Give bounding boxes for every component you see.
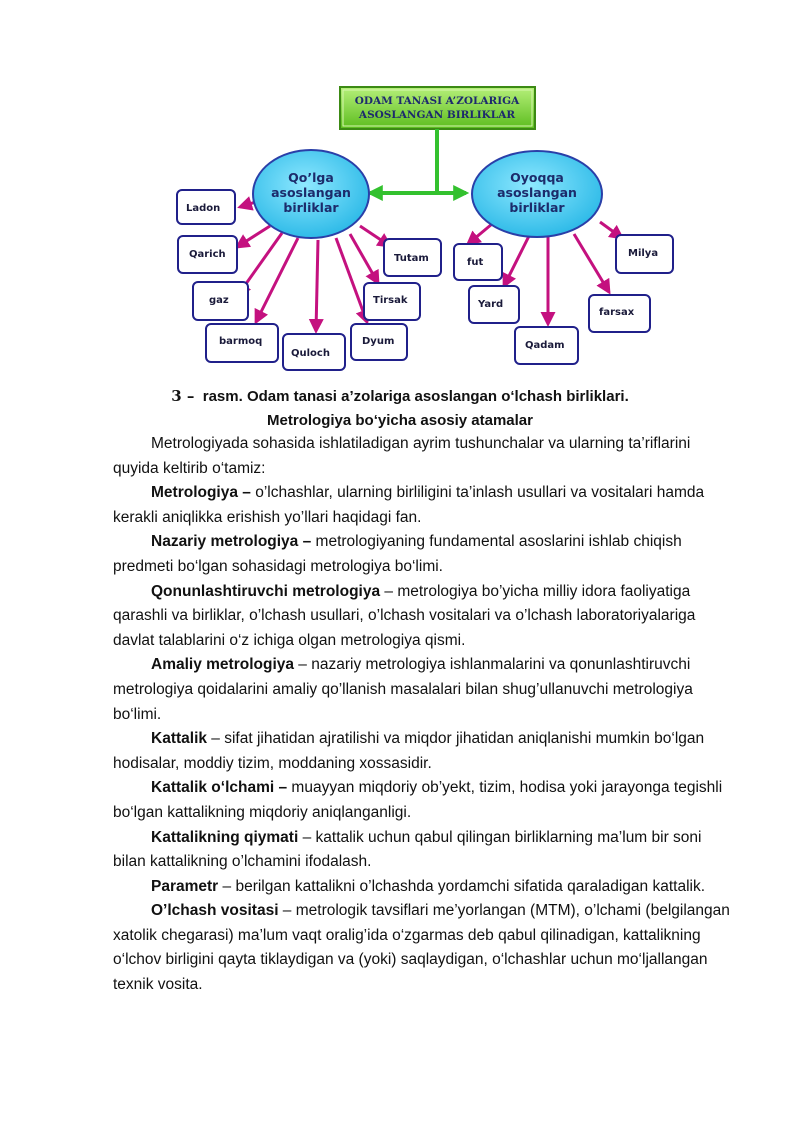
svg-text:fut: fut xyxy=(467,257,484,268)
svg-text:farsax: farsax xyxy=(599,307,635,318)
unit-box-qarich xyxy=(178,236,237,273)
left-oval-line-2: asoslangan xyxy=(271,185,351,200)
svg-text:Tirsak: Tirsak xyxy=(373,295,408,306)
definition-term: O’lchash vositasi xyxy=(151,902,279,920)
section-heading: Metrologiya bo‘yicha asosiy atamalar xyxy=(267,412,533,429)
definition-text: – kattalik uchun qabul qilingan birliklarning ma’lum bir soni bilan kattalikning o’lchamini ifodalash. xyxy=(113,828,702,871)
units-diagram xyxy=(0,0,800,380)
definitions-body xyxy=(113,432,731,998)
definition-term: Amaliy metrologiya xyxy=(151,656,294,674)
definition-term: Qonunlashtiruvchi metrologiya xyxy=(151,582,381,600)
definition-text: – sifat jihatidan ajratilishi va miqdor jihatidan aniqlanishi mumkin bo‘lgan hodisalar, moddiy tizim, moddaning xossasidir. xyxy=(113,730,705,772)
unit-box-tutam xyxy=(384,239,441,276)
unit-box-barmoq xyxy=(206,324,278,362)
title-connector xyxy=(370,129,466,193)
right-oval-foot-units xyxy=(472,151,602,237)
definition-text: – metrologiya bo’yicha milliy idora faoliyatiga qarashli va birliklar, o’lchash usullari, o’lchash vositalari va o’lchash laboratoriyalariga davlat talablarini o‘z ichiga olgan metrologiya qismi. xyxy=(113,582,696,649)
diagram-title-line-1: ODAM TANASI A’ZOLARIGA xyxy=(354,95,520,107)
unit-box-yard xyxy=(469,286,519,323)
definition-paragraph xyxy=(113,727,731,776)
svg-text:Dyum: Dyum xyxy=(362,336,395,347)
definition-text: muayyan miqdoriy ob’yekt, tizim, hodisa yoki jarayonga tegishli bo‘lgan kattalikning miqdoriy aniqlanganligi. xyxy=(113,779,723,821)
definition-term: Metrologiya – xyxy=(151,484,251,502)
definition-paragraph xyxy=(113,580,731,654)
right-oval-line-1: Oyoqqa xyxy=(510,170,564,185)
left-oval-hand-units xyxy=(253,150,369,238)
definition-paragraph xyxy=(113,530,731,579)
svg-text:barmoq: barmoq xyxy=(219,336,263,347)
svg-text:Quloch: Quloch xyxy=(291,348,330,359)
definition-term: Kattalik o‘lchami – xyxy=(151,779,288,797)
unit-box-milya xyxy=(616,235,673,273)
definition-text: – berilgan kattalikni o’lchashda yordamchi sifatida qaraladigan kattalik. xyxy=(218,877,706,895)
diagram-title-box xyxy=(340,87,535,129)
diagram-title-line-2: ASOSLANGAN BIRLIKLAR xyxy=(358,109,516,121)
definition-term: Nazariy metrologiya – xyxy=(151,533,312,551)
definition-text: metrologiyaning fundamental asoslarini ishlab chiqish predmeti bo‘lgan sohasidagi metrologiya bo‘limi. xyxy=(113,533,682,575)
right-oval-line-3: birliklar xyxy=(509,200,565,215)
definition-term: Kattalikning qiymati xyxy=(151,828,299,846)
unit-box-fut xyxy=(454,244,502,280)
unit-box-tirsak xyxy=(364,283,420,320)
definition-text: – nazariy metrologiya ishlanmalarini va qonunlashtiruvchi metrologiya qoidalarini amaliy qo’llanish masalalari bilan shug’ullanuvchi metrologiya bo‘limi. xyxy=(113,656,693,723)
definition-paragraph xyxy=(113,875,731,900)
svg-text:Qadam: Qadam xyxy=(525,340,565,351)
definition-text: o’lchashlar, ularning birliligini ta’inlash usullari va vositalari hamda kerakli aniqlikka erishish yo’llari haqidagi fan. xyxy=(113,484,705,526)
intro-paragraph xyxy=(113,432,731,481)
definition-term: Kattalik xyxy=(151,730,207,748)
left-oval-line-1: Qo’lga xyxy=(288,170,334,185)
definition-paragraph xyxy=(113,826,731,875)
svg-text:gaz: gaz xyxy=(209,295,229,306)
svg-text:Ladon: Ladon xyxy=(186,203,221,214)
unit-box-dyum xyxy=(351,324,407,360)
svg-text:Tutam: Tutam xyxy=(394,253,429,264)
unit-box-qadam xyxy=(515,327,578,364)
svg-text:Qarich: Qarich xyxy=(189,249,226,260)
definition-term: Parametr xyxy=(151,877,219,895)
right-oval-line-2: asoslangan xyxy=(497,185,577,200)
unit-box-ladon xyxy=(177,190,235,224)
definition-paragraph xyxy=(113,776,731,825)
left-oval-line-3: birliklar xyxy=(283,200,339,215)
definition-text: – metrologik tavsiflari me’yorlangan (MTM), o’lchami (belgilangan xatolik chegarasi) ma’lum vaqt oralig’ida o‘zgarmas deb qabul qilinadigan, kattalikning o‘lchov birligini qayta tiklaydigan va (yoki) saqlaydigan, o‘lchashlar uchun mo‘ljallangan texnik vosita. xyxy=(113,902,730,994)
unit-box-quloch xyxy=(283,334,345,370)
unit-box-gaz xyxy=(193,282,248,320)
intro-text: Metrologiyada sohasida ishlatiladigan ayrim tushunchalar va ularning ta’riflarini quyida keltirib o‘tamiz: xyxy=(113,435,691,477)
svg-text:Milya: Milya xyxy=(628,248,659,259)
unit-box-farsax xyxy=(589,295,650,332)
figure-number: 3 – xyxy=(171,387,195,405)
figure-caption-text: rasm. Odam tanasi a’zolariga asoslangan o‘lchash birliklari. xyxy=(202,388,629,405)
figure-caption xyxy=(0,386,800,407)
svg-text:Yard: Yard xyxy=(478,299,504,310)
definition-paragraph xyxy=(113,653,731,727)
definition-paragraph xyxy=(113,899,731,997)
definition-paragraph xyxy=(113,481,731,530)
